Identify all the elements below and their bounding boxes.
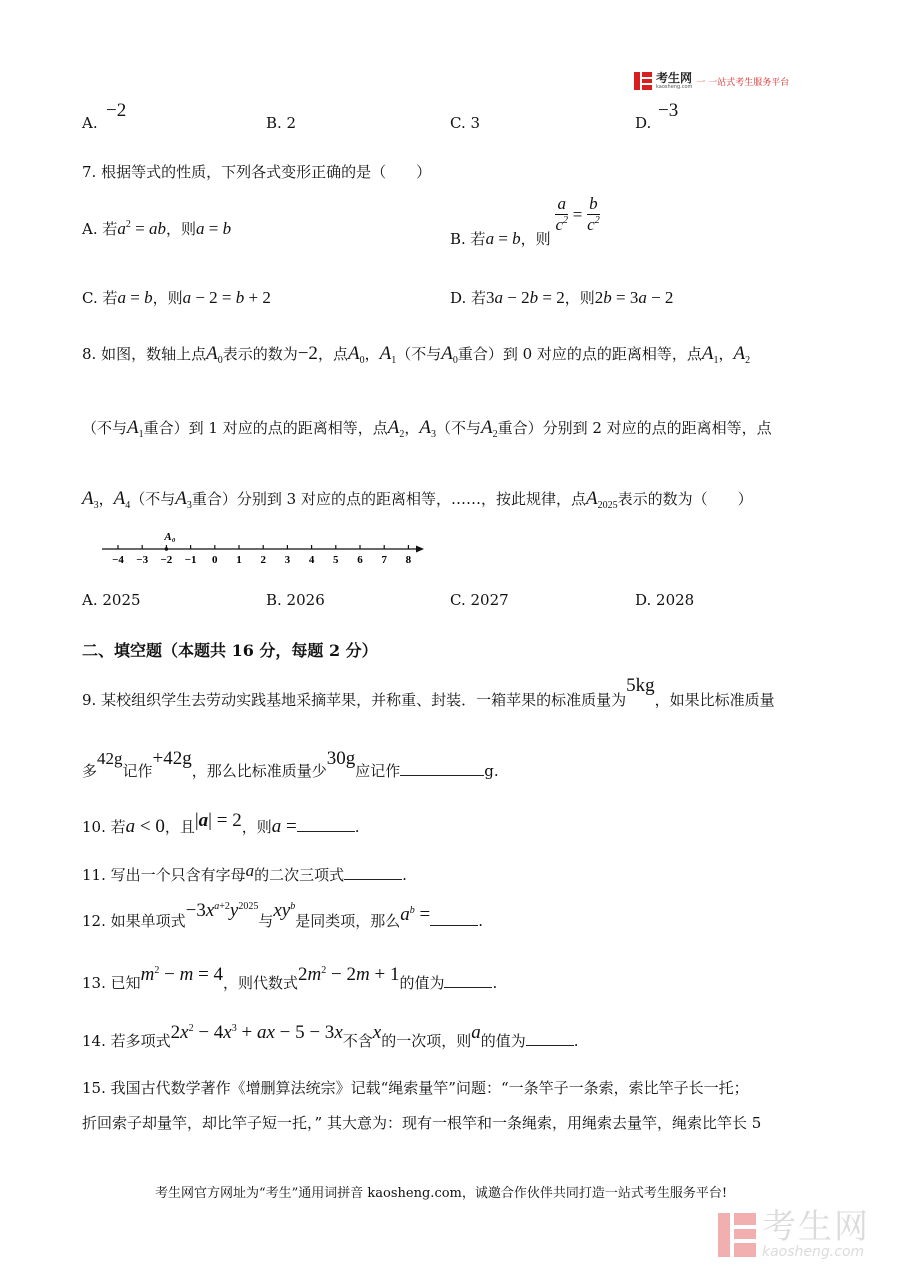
point-a0: [165, 547, 169, 551]
watermark-domain: kaosheng.com: [762, 1244, 865, 1260]
q7-option-b: B. 若a = b，则 $\frac{a}{c^2}$ = $\frac{b}{c^2}$: [450, 194, 600, 248]
watermark-logo-icon: [718, 1213, 756, 1257]
number-line-tick-label: 2: [260, 554, 266, 566]
q6-option-a-value: −2: [106, 100, 127, 121]
q8-option-a: A. 2025: [82, 591, 141, 609]
q13: 13. 已知$m^2 - m = 4$，则代数式$2m^2 - 2m + 1$的值为 .: [82, 964, 498, 992]
number-line-tick-label: −2: [160, 554, 173, 566]
q8-option-d: D. 2028: [635, 591, 695, 609]
q14-answer-blank: [526, 1031, 574, 1046]
q8-line-1: 8. 如图，数轴上点$A_0$表示的数为−2，点$A_0$，$A_1$（不与$A_0$重合）到 0 对应的点的距离相等，点$A_1$，$A_2$: [82, 343, 751, 366]
q6-option-b: B. 2: [266, 114, 297, 132]
number-line-tick-label: −4: [112, 554, 124, 566]
q10-answer-blank: [297, 817, 355, 832]
number-line-tick-label: 1: [236, 554, 242, 566]
q14: 14. 若多项式$2x^2 - 4x^3$ + ax − 5 − 3x不含x的一次项，则a的值为 .: [82, 1022, 579, 1050]
q12-answer-blank: [430, 911, 478, 926]
q10: 10. 若a < 0，且|a| = 2，则a = .: [82, 810, 360, 837]
kaosheng-logo-icon: [634, 72, 652, 90]
q9-line-1: 9. 某校组织学生去劳动实践基地采摘苹果，并称重、封装．一箱苹果的标准质量为5kg，如果比标准质量: [82, 675, 775, 709]
number-line-tick-label: 3: [284, 554, 291, 566]
logo-slogan: 一 一站式考生服务平台: [696, 77, 790, 88]
number-line-tick-label: 5: [333, 554, 339, 566]
q8-line-3: $A_3$，$A_4$（不与$A_3$重合）分别到 3 对应的点的距离相等，……，按此规律，点$A_{2025}$表示的数为（ ）: [82, 488, 753, 511]
q9-answer-blank: [400, 761, 484, 776]
watermark-logo: [718, 1207, 870, 1260]
header-logo: [634, 72, 789, 90]
q7-option-a: A. 若$a^2$ = ab，则a = b: [82, 219, 232, 238]
q6-option-a: A.: [82, 114, 98, 132]
q6-option-d: D.: [635, 114, 652, 132]
number-line-arrow-icon: [416, 546, 424, 553]
logo-domain: kaosheng.com: [656, 83, 693, 90]
q13-answer-blank: [444, 973, 492, 988]
number-line-ticks: [112, 545, 412, 566]
q15-line-1: 15. 我国古代数学著作《增删算法统宗》记载“绳索量竿”问题：“一条竿子一条索，索比竿子长一托；: [82, 1079, 749, 1097]
footer-text: 考生网官方网址为“考生”通用词拼音 kaosheng.com，诚邀合作伙伴共同打造一站式考生服务平台!: [155, 1186, 728, 1201]
q11: 11. 写出一个只含有字母a的二次三项式 .: [82, 861, 407, 884]
number-line-figure: [96, 528, 430, 570]
q8-line-2: （不与$A_1$重合）到 1 对应的点的距离相等，点$A_2$，$A_3$（不与$A_2$重合）分别到 2 对应的点的距离相等，点: [82, 417, 772, 440]
number-line-tick-label: 6: [357, 554, 363, 566]
number-line-tick-label: 4: [308, 554, 315, 566]
q15-line-2: 折回索子却量竿，却比竿子短一托，” 其大意为：现有一根竿和一条绳索，用绳索去量竿，绳索比竿长 5: [82, 1114, 762, 1132]
q7-option-c: C. 若a = b，则a − 2 = b + 2: [82, 288, 271, 307]
q9-line-2: 多42g记作+42g，那么比标准质量少30g应记作 g.: [82, 748, 499, 780]
q7-option-d: D. 若3a − 2b = 2，则2b = 3a − 2: [450, 288, 674, 307]
number-line-tick-label: −1: [184, 554, 197, 566]
number-line-tick-label: −3: [136, 554, 149, 566]
q6-option-d-value: −3: [658, 100, 679, 121]
logo-name: 考生网: [656, 70, 693, 85]
q11-answer-blank: [344, 865, 402, 880]
watermark-name: 考生网: [762, 1207, 870, 1247]
q7-stem: 7. 根据等式的性质，下列各式变形正确的是（ ）: [82, 163, 432, 181]
q8-option-b: B. 2026: [266, 591, 325, 609]
section-2-heading: 二、填空题（本题共 16 分，每题 2 分）: [82, 641, 378, 660]
number-line-tick-label: 8: [405, 554, 412, 566]
number-line-tick-label: 0: [212, 554, 218, 566]
number-line-tick-label: 7: [381, 554, 387, 566]
number-line-point-label: A₀: [164, 531, 176, 543]
q6-option-c: C. 3: [450, 114, 481, 132]
q12: 12. 如果单项式$-3x^{a+2}y^{2025}$与$xy^b$是同类项，那么$a^b$ = .: [82, 900, 484, 930]
q8-option-c: C. 2027: [450, 591, 509, 609]
